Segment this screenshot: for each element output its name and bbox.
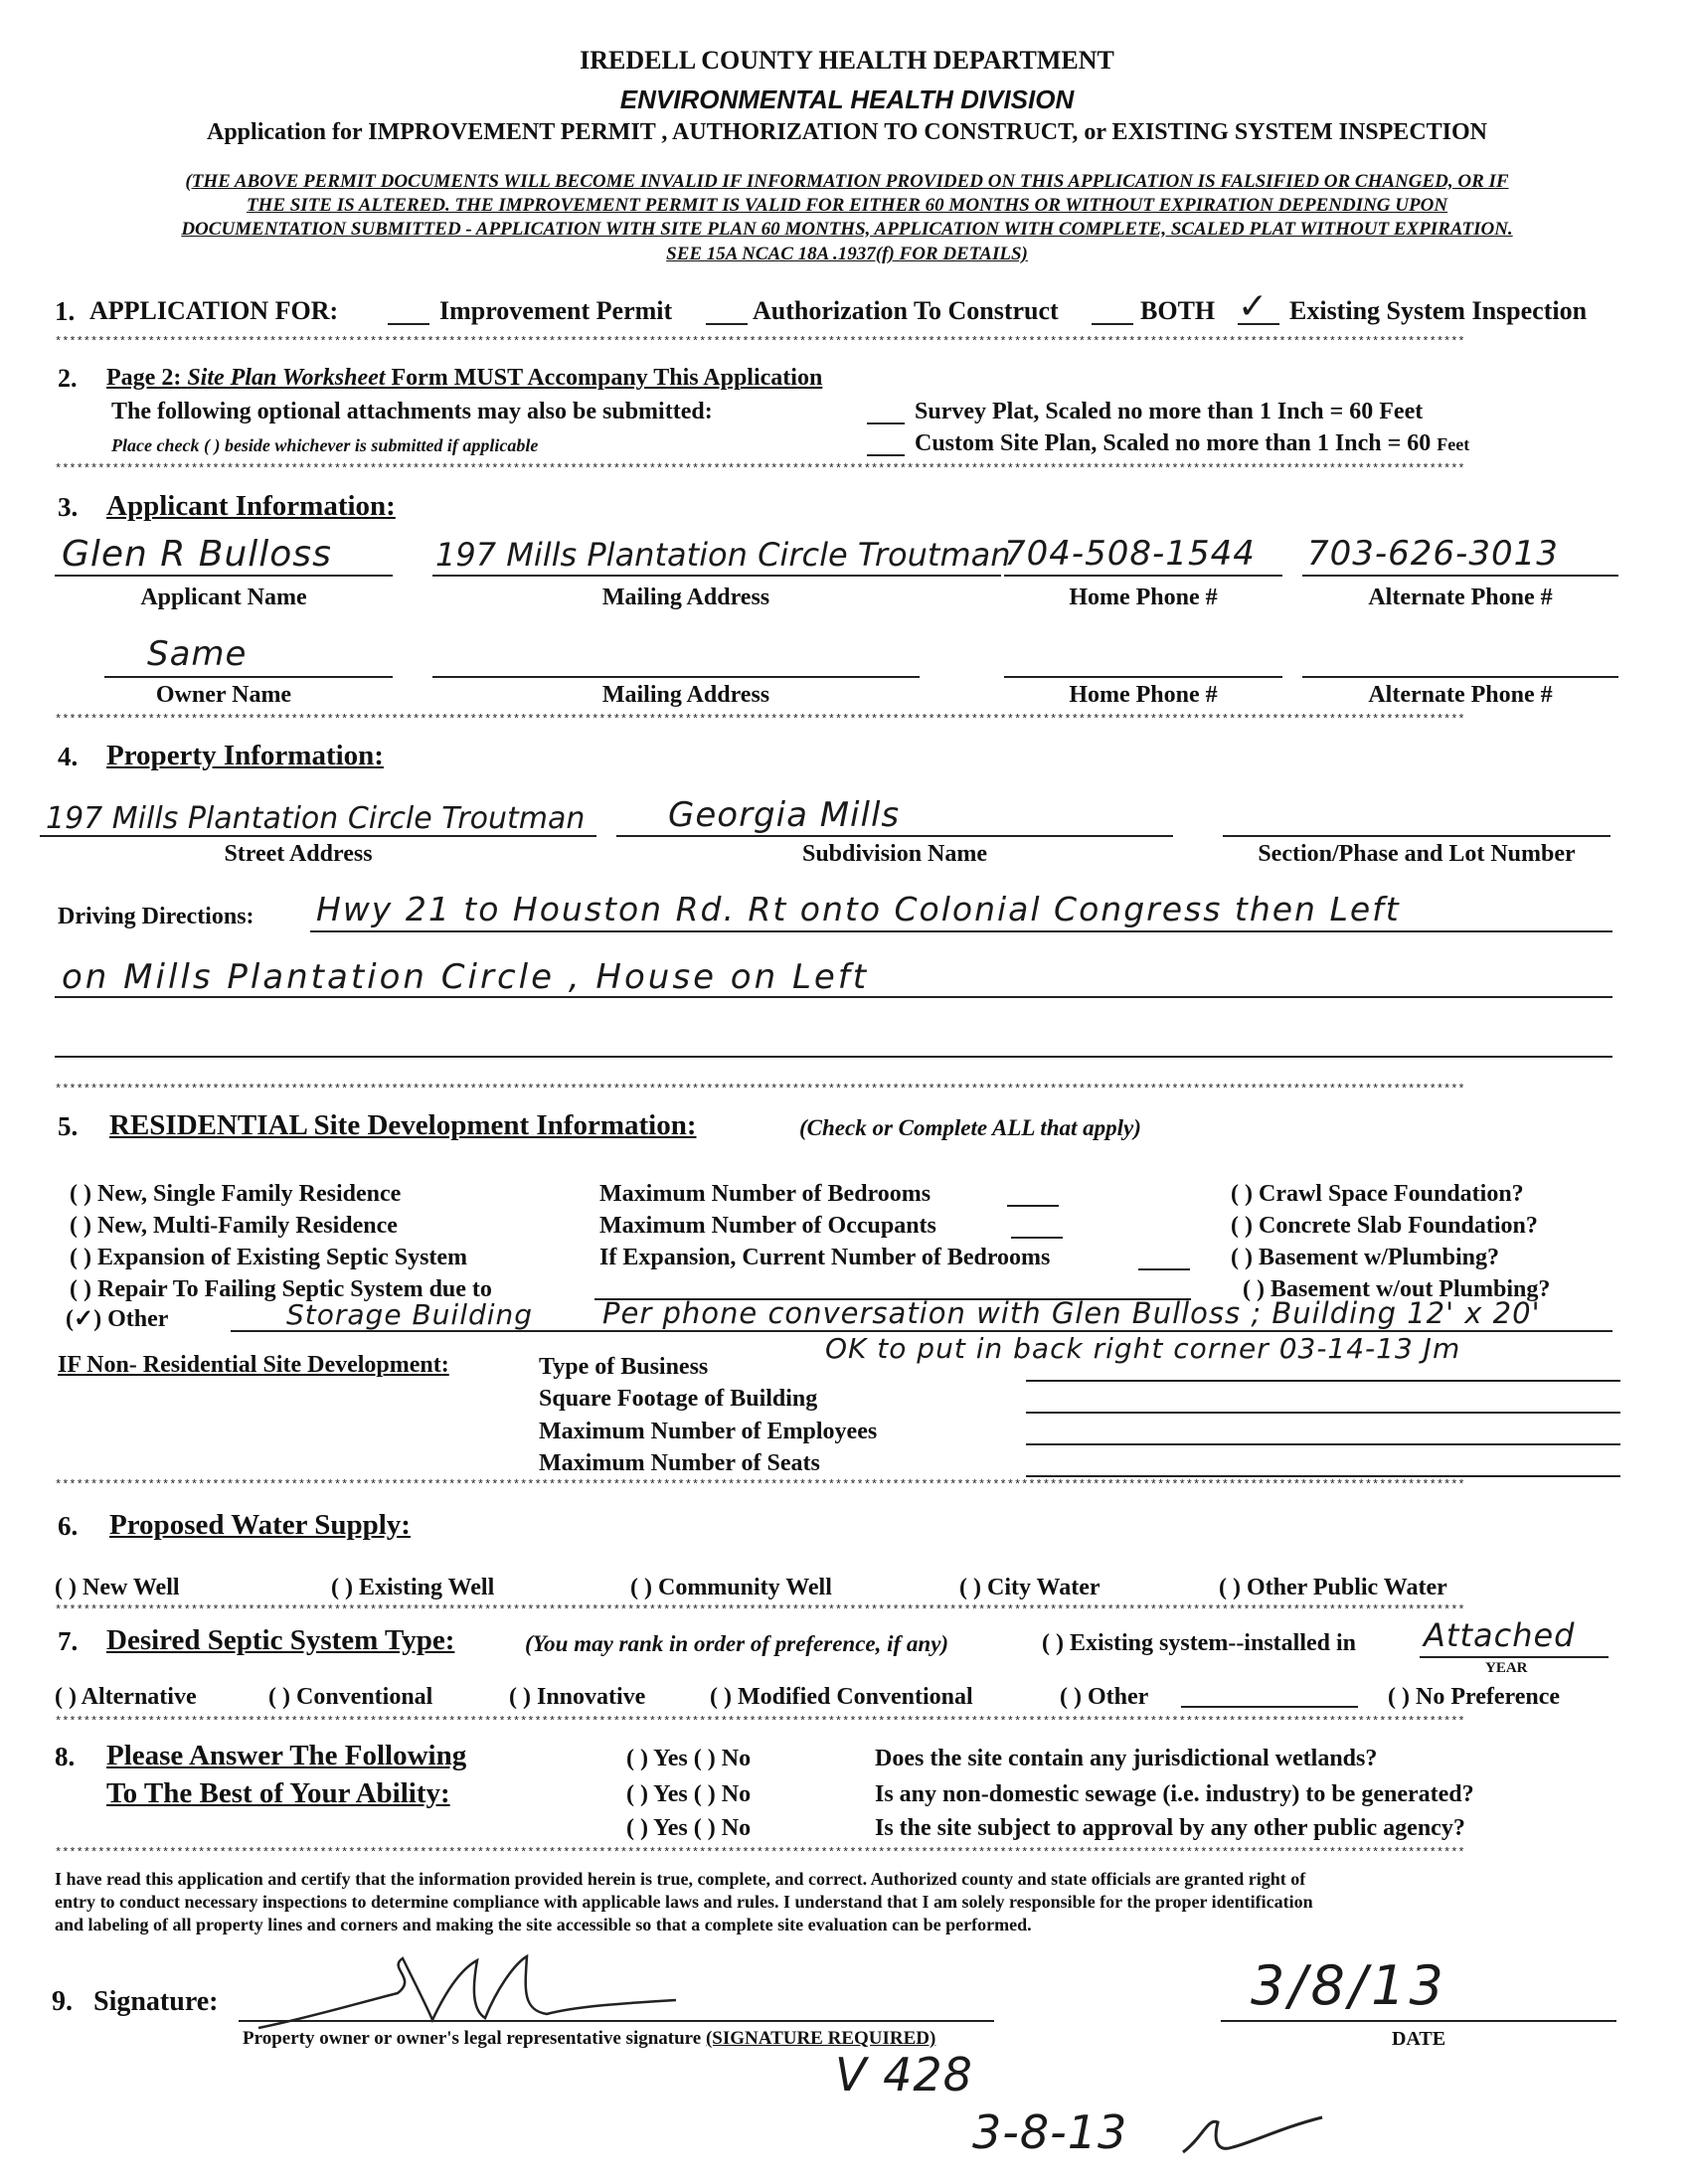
section-4-number: 4. bbox=[58, 742, 79, 771]
non-residential-label: IF Non- Residential Site Development: bbox=[58, 1352, 449, 1378]
subdivision-label: Subdivision Name bbox=[801, 841, 988, 867]
certification-line-1: I have read this application and certify that the information provided herein is true, complete, and correct. Authorized county and state officials are granted right of bbox=[55, 1869, 1306, 1889]
home-phone-value[interactable]: 704-508-1544 bbox=[1004, 534, 1256, 574]
street-address-value[interactable]: 197 Mills Plantation Circle Troutman bbox=[46, 801, 586, 836]
section-8-title-2: To The Best of Your Ability: bbox=[106, 1777, 450, 1809]
alternate-phone-line bbox=[1302, 575, 1618, 577]
multi-family-option[interactable]: ( ) New, Multi-Family Residence bbox=[70, 1213, 398, 1239]
section-2-title bbox=[106, 365, 822, 392]
other-public-water-option[interactable]: ( ) Other Public Water bbox=[1219, 1575, 1447, 1600]
phone-conversation-note: Per phone conversation with Glen Bulloss ; Building 12' x 20' bbox=[602, 1296, 1541, 1330]
signature-image[interactable] bbox=[249, 1948, 686, 2038]
section-8-number: 8. bbox=[55, 1742, 76, 1771]
signature-line bbox=[239, 2020, 994, 2022]
directions-line-2 bbox=[55, 996, 1612, 998]
section-2-number: 2. bbox=[58, 364, 78, 393]
agency-question: Is the site subject to approval by any other public agency? bbox=[875, 1815, 1465, 1841]
single-family-option[interactable]: ( ) New, Single Family Residence bbox=[70, 1181, 402, 1207]
street-address-line bbox=[40, 835, 596, 837]
alternate-phone-label: Alternate Phone # bbox=[1368, 585, 1553, 610]
basement-plumbing-option[interactable]: ( ) Basement w/Plumbing? bbox=[1231, 1245, 1499, 1270]
separator: ***************************************************************************************************************************************************************************************************** bbox=[55, 463, 1465, 475]
section-5-number: 5. bbox=[58, 1111, 79, 1141]
type-of-business-label: Type of Business bbox=[539, 1354, 709, 1380]
driving-directions-label: Driving Directions: bbox=[58, 904, 254, 929]
year-label: YEAR bbox=[1485, 1660, 1528, 1676]
section-3-number: 3. bbox=[58, 492, 79, 522]
place-check-note: Place check ( ) beside whichever is submitted if applicable bbox=[111, 435, 539, 455]
other-option[interactable]: (✓) Other bbox=[66, 1306, 169, 1332]
signature-caption bbox=[243, 2028, 935, 2050]
square-footage-line[interactable] bbox=[1026, 1412, 1620, 1414]
authorization-checkbox[interactable] bbox=[706, 323, 748, 325]
subdivision-value[interactable]: Georgia Mills bbox=[668, 795, 901, 835]
certification-line-2: entry to conduct necessary inspections to determine compliance with applicable laws and rules. I understand that I am solely responsible for the proper identification bbox=[55, 1892, 1313, 1912]
other-type-option[interactable]: ( ) Other bbox=[1060, 1684, 1149, 1710]
basement-no-plumbing-option[interactable]: ( ) Basement w/out Plumbing? bbox=[1243, 1276, 1551, 1302]
applicant-name-value[interactable]: Glen R Bulloss bbox=[62, 534, 332, 575]
separator: ***************************************************************************************************************************************************************************************************** bbox=[55, 336, 1465, 348]
section-7-number: 7. bbox=[58, 1626, 79, 1656]
sewage-yes-no[interactable]: ( ) Yes ( ) No bbox=[626, 1781, 752, 1807]
section-1-number: 1. bbox=[55, 296, 76, 326]
notice-line-3: DOCUMENTATION SUBMITTED - APPLICATION WITH SITE PLAN 60 MONTHS, APPLICATION WITH COMPLETE, SCALED PLAT WITHOUT EXPIRATION. bbox=[181, 219, 1513, 240]
date-line bbox=[1221, 2020, 1616, 2022]
modified-conventional-option[interactable]: ( ) Modified Conventional bbox=[710, 1684, 973, 1710]
subdivision-line bbox=[616, 835, 1173, 837]
current-bedrooms-label: If Expansion, Current Number of Bedrooms bbox=[599, 1245, 1051, 1270]
section-2-title-page: Page 2: bbox=[106, 365, 182, 391]
signature-required: (SIGNATURE REQUIRED) bbox=[705, 2028, 936, 2049]
custom-site-plan-unit: Feet bbox=[1437, 434, 1470, 454]
signature-label: Signature: bbox=[93, 1986, 219, 2017]
community-well-option[interactable]: ( ) Community Well bbox=[630, 1575, 832, 1600]
owner-name-label: Owner Name bbox=[155, 682, 292, 708]
max-employees-line[interactable] bbox=[1026, 1443, 1620, 1445]
wetlands-question: Does the site contain any jurisdictional wetlands? bbox=[875, 1746, 1378, 1771]
applicant-name-label: Applicant Name bbox=[140, 585, 307, 610]
owner-alternate-phone-label: Alternate Phone # bbox=[1368, 682, 1553, 708]
section-2-title-worksheet: Site Plan Worksheet bbox=[187, 365, 386, 391]
alternative-option[interactable]: ( ) Alternative bbox=[55, 1684, 197, 1710]
separator: ***************************************************************************************************************************************************************************************************** bbox=[55, 714, 1465, 726]
initials-mark bbox=[1173, 2098, 1332, 2167]
custom-site-plan-label bbox=[915, 430, 1469, 457]
owner-home-phone-label: Home Phone # bbox=[1069, 682, 1218, 708]
certification-line-3: and labeling of all property lines and corners and making the site accessible so that a complete site evaluation can be performed. bbox=[55, 1915, 1032, 1934]
section-lot-label: Section/Phase and Lot Number bbox=[1258, 841, 1576, 867]
existing-installed-year-value[interactable]: Attached bbox=[1424, 1616, 1576, 1654]
owner-mailing-address-label: Mailing Address bbox=[601, 682, 770, 708]
section-7-title: Desired Septic System Type: bbox=[106, 1624, 455, 1656]
other-type-field[interactable] bbox=[1181, 1706, 1358, 1708]
home-phone-label: Home Phone # bbox=[1069, 585, 1218, 610]
notice-line-4: SEE 15A NCAC 18A .1937(f) FOR DETAILS) bbox=[666, 244, 1028, 264]
section-5-title: RESIDENTIAL Site Development Information: bbox=[109, 1109, 697, 1141]
repair-option[interactable]: ( ) Repair To Failing Septic System due to bbox=[70, 1276, 492, 1302]
mailing-address-line bbox=[432, 575, 1001, 577]
mailing-address-value[interactable]: 197 Mills Plantation Circle Troutman bbox=[435, 536, 1011, 574]
owner-alternate-phone-line bbox=[1302, 676, 1618, 678]
both-checkbox[interactable] bbox=[1092, 323, 1133, 325]
division-title: ENVIRONMENTAL HEALTH DIVISION bbox=[619, 84, 1075, 114]
notice-line-2: THE SITE IS ALTERED. THE IMPROVEMENT PERMIT IS VALID FOR EITHER 60 MONTHS OR WITHOUT EXPIRATION DEPENDING UPON bbox=[246, 195, 1448, 216]
no-preference-option[interactable]: ( ) No Preference bbox=[1388, 1684, 1561, 1710]
section-8-title-1: Please Answer The Following bbox=[106, 1740, 467, 1771]
improvement-permit-checkbox[interactable] bbox=[388, 323, 429, 325]
existing-well-option[interactable]: ( ) Existing Well bbox=[331, 1575, 495, 1600]
department-title: IREDELL COUNTY HEALTH DEPARTMENT bbox=[580, 46, 1114, 75]
alternate-phone-value[interactable]: 703-626-3013 bbox=[1307, 534, 1559, 574]
max-seats-line[interactable] bbox=[1026, 1475, 1620, 1477]
home-phone-line bbox=[1004, 575, 1282, 577]
concrete-slab-option[interactable]: ( ) Concrete Slab Foundation? bbox=[1231, 1213, 1538, 1239]
section-6-number: 6. bbox=[58, 1511, 79, 1541]
max-occupants-label: Maximum Number of Occupants bbox=[599, 1213, 936, 1239]
existing-system-option[interactable]: ( ) Existing system--installed in bbox=[1042, 1630, 1357, 1656]
city-water-option[interactable]: ( ) City Water bbox=[959, 1575, 1101, 1600]
installed-year-line bbox=[1420, 1656, 1609, 1658]
new-well-option[interactable]: ( ) New Well bbox=[55, 1575, 180, 1600]
section-lot-line bbox=[1223, 835, 1610, 837]
placement-note: OK to put in back right corner 03-14-13 Jm bbox=[825, 1332, 1461, 1365]
type-of-business-line[interactable] bbox=[1026, 1380, 1620, 1382]
existing-system-label: Existing System Inspection bbox=[1289, 296, 1588, 325]
square-footage-label: Square Footage of Building bbox=[539, 1386, 818, 1412]
other-value[interactable]: Storage Building bbox=[286, 1298, 534, 1331]
stamp-number: V 428 bbox=[835, 2048, 973, 2101]
stamp-date: 3-8-13 bbox=[972, 2105, 1128, 2159]
owner-name-line bbox=[104, 676, 393, 678]
max-employees-label: Maximum Number of Employees bbox=[539, 1419, 878, 1444]
section-2-title-rest: Form MUST Accompany This Application bbox=[391, 365, 823, 391]
sewage-question: Is any non-domestic sewage (i.e. industry) to be generated? bbox=[875, 1781, 1474, 1807]
expansion-option[interactable]: ( ) Expansion of Existing Septic System bbox=[70, 1245, 468, 1270]
separator: ***************************************************************************************************************************************************************************************************** bbox=[55, 1847, 1465, 1859]
date-value[interactable]: 3/8/13 bbox=[1251, 1954, 1447, 2017]
current-bedrooms-field[interactable] bbox=[1138, 1268, 1190, 1270]
section-7-subtitle: (You may rank in order of preference, if any) bbox=[525, 1631, 949, 1656]
max-occupants-field[interactable] bbox=[1011, 1237, 1063, 1239]
crawl-space-option[interactable]: ( ) Crawl Space Foundation? bbox=[1231, 1181, 1524, 1207]
directions-line-3 bbox=[55, 1056, 1612, 1058]
mailing-address-label: Mailing Address bbox=[601, 585, 770, 610]
max-seats-label: Maximum Number of Seats bbox=[539, 1450, 820, 1476]
both-label: BOTH bbox=[1140, 296, 1216, 325]
applicant-name-line bbox=[55, 575, 393, 577]
agency-yes-no[interactable]: ( ) Yes ( ) No bbox=[626, 1815, 752, 1841]
separator: ***************************************************************************************************************************************************************************************************** bbox=[55, 1716, 1465, 1728]
notice-line-1: (THE ABOVE PERMIT DOCUMENTS WILL BECOME INVALID IF INFORMATION PROVIDED ON THIS APPLICATION IS FALSIFIED OR CHANGED, OR IF bbox=[185, 171, 1509, 192]
authorization-label: Authorization To Construct bbox=[753, 296, 1059, 325]
wetlands-yes-no[interactable]: ( ) Yes ( ) No bbox=[626, 1746, 752, 1771]
conventional-option[interactable]: ( ) Conventional bbox=[268, 1684, 433, 1710]
owner-mailing-line bbox=[432, 676, 920, 678]
street-address-label: Street Address bbox=[224, 841, 373, 867]
existing-system-checkmark: ✓ bbox=[1238, 286, 1270, 327]
custom-site-plan-text: Custom Site Plan, Scaled no more than 1 Inch = 60 bbox=[915, 430, 1432, 456]
driving-directions-line-2[interactable]: on Mills Plantation Circle , House on Left bbox=[62, 957, 870, 997]
separator: ***************************************************************************************************************************************************************************************************** bbox=[55, 1479, 1465, 1491]
section-9-number: 9. bbox=[52, 1986, 73, 2017]
date-label: DATE bbox=[1391, 2028, 1446, 2050]
section-4-title: Property Information: bbox=[106, 740, 384, 771]
section-3-title: Applicant Information: bbox=[106, 490, 396, 522]
owner-name-value[interactable]: Same bbox=[147, 634, 248, 674]
directions-line-1 bbox=[310, 930, 1612, 932]
max-bedrooms-label: Maximum Number of Bedrooms bbox=[599, 1181, 932, 1207]
max-bedrooms-field[interactable] bbox=[1007, 1205, 1059, 1207]
separator: ***************************************************************************************************************************************************************************************************** bbox=[55, 1604, 1465, 1616]
improvement-permit-label: Improvement Permit bbox=[439, 296, 673, 325]
driving-directions-line-1[interactable]: Hwy 21 to Houston Rd. Rt onto Colonial Congress then Left bbox=[316, 890, 1401, 928]
survey-plat-label: Survey Plat, Scaled no more than 1 Inch = 60 Feet bbox=[915, 399, 1424, 424]
section-5-subtitle: (Check or Complete ALL that apply) bbox=[799, 1115, 1141, 1140]
section-1-label: APPLICATION FOR: bbox=[89, 296, 339, 325]
survey-plat-checkbox[interactable] bbox=[867, 422, 905, 424]
separator: ***************************************************************************************************************************************************************************************************** bbox=[55, 1084, 1465, 1095]
application-title: Application for IMPROVEMENT PERMIT , AUTHORIZATION TO CONSTRUCT, or EXISTING SYSTEM INSPECTION bbox=[207, 119, 1487, 145]
innovative-option[interactable]: ( ) Innovative bbox=[509, 1684, 646, 1710]
optional-attachments-text: The following optional attachments may also be submitted: bbox=[111, 399, 713, 424]
owner-home-phone-line bbox=[1004, 676, 1282, 678]
signature-caption-text: Property owner or owner's legal representative signature bbox=[243, 2028, 702, 2049]
custom-site-plan-checkbox[interactable] bbox=[867, 454, 905, 456]
section-6-title: Proposed Water Supply: bbox=[109, 1509, 411, 1541]
